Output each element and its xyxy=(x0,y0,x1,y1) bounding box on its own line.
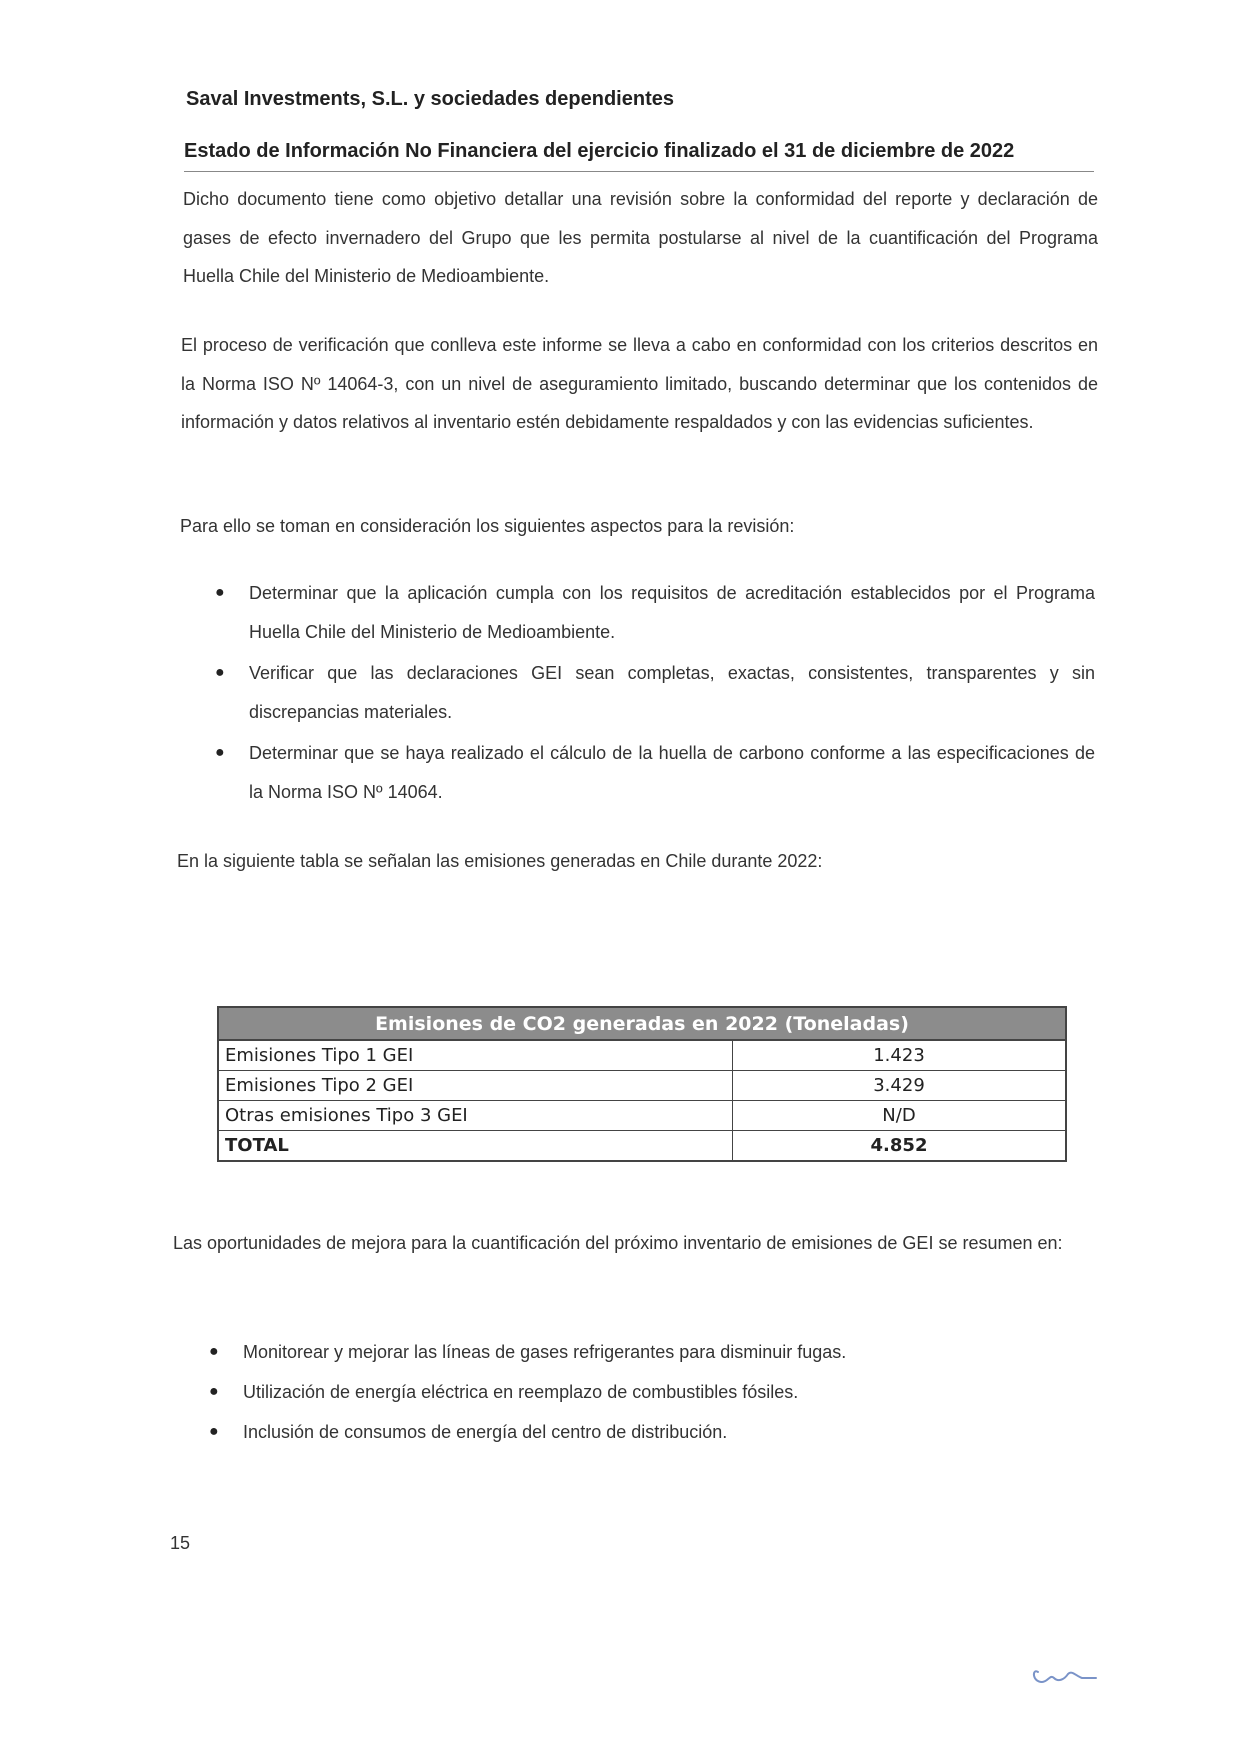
paragraph-objective: Dicho documento tiene como objetivo detallar una revisión sobre la conformidad del reporte y declaración de gases de efecto invernadero del Grupo que les permita postularse al nivel de la cuantificación del Programa Huella Chile del Ministerio de Medioambiente. xyxy=(183,189,1098,286)
header-rule xyxy=(184,171,1094,172)
paragraph-improvements-intro: Las oportunidades de mejora para la cuantificación del próximo inventario de emisiones de GEI se resumen en: xyxy=(173,1233,1063,1253)
bullet-icon: ● xyxy=(209,1343,219,1360)
page-number: 15 xyxy=(170,1533,191,1553)
bullet-icon: ● xyxy=(215,744,225,761)
list-item: ● Utilización de energía eléctrica en reemplazo de combustibles fósiles. xyxy=(243,1372,1093,1412)
row-value: N/D xyxy=(733,1101,1067,1131)
improvements-list xyxy=(209,1332,1093,1452)
report-title: Estado de Información No Financiera del ejercicio finalizado el 31 de diciembre de 2022 xyxy=(184,140,1015,162)
bullet-icon: ● xyxy=(209,1423,219,1440)
table-total-row xyxy=(218,1131,1066,1162)
row-value: 1.423 xyxy=(733,1040,1067,1071)
list-item: ● Determinar que se haya realizado el cálculo de la huella de carbono conforme a las especificaciones de la Norma ISO Nº 14064. xyxy=(249,734,1095,811)
row-value: 3.429 xyxy=(733,1071,1067,1101)
paragraph-verification: El proceso de verificación que conlleva este informe se lleva a cabo en conformidad con los criterios descritos en la Norma ISO Nº 14064-3, con un nivel de aseguramiento limitado, buscando determinar que los contenidos de información y datos relativos al inventario estén debidamente respaldados y con las evidencias suficientes. xyxy=(181,335,1098,432)
total-value: 4.852 xyxy=(733,1131,1067,1162)
list-item: ● Verificar que las declaraciones GEI sean completas, exactas, consistentes, transparentes y sin discrepancias materiales. xyxy=(249,654,1095,731)
row-label: Otras emisiones Tipo 3 GEI xyxy=(218,1101,733,1131)
paragraph-table-intro: En la siguiente tabla se señalan las emisiones generadas en Chile durante 2022: xyxy=(177,851,823,871)
bullet-icon: ● xyxy=(215,664,225,681)
bullet-icon: ● xyxy=(215,584,225,601)
list-item: ● Determinar que la aplicación cumpla con los requisitos de acreditación establecidos por el Programa Huella Chile del Ministerio de Medioambiente. xyxy=(249,574,1095,651)
emissions-table xyxy=(217,1006,1067,1162)
table-row xyxy=(218,1040,1066,1071)
signature-icon xyxy=(1030,1660,1100,1690)
paragraph-aspects-intro: Para ello se toman en consideración los siguientes aspectos para la revisión: xyxy=(180,516,795,536)
aspects-list xyxy=(215,574,1095,814)
total-label: TOTAL xyxy=(218,1131,733,1162)
table-title: Emisiones de CO2 generadas en 2022 (Toneladas) xyxy=(218,1007,1066,1040)
row-label: Emisiones Tipo 1 GEI xyxy=(218,1040,733,1071)
table-row xyxy=(218,1071,1066,1101)
table-row xyxy=(218,1101,1066,1131)
list-item: ● Monitorear y mejorar las líneas de gases refrigerantes para disminuir fugas. xyxy=(243,1332,1093,1372)
company-heading: Saval Investments, S.L. y sociedades dependientes xyxy=(186,88,674,110)
bullet-icon: ● xyxy=(209,1383,219,1400)
list-item: ● Inclusión de consumos de energía del centro de distribución. xyxy=(243,1412,1093,1452)
row-label: Emisiones Tipo 2 GEI xyxy=(218,1071,733,1101)
